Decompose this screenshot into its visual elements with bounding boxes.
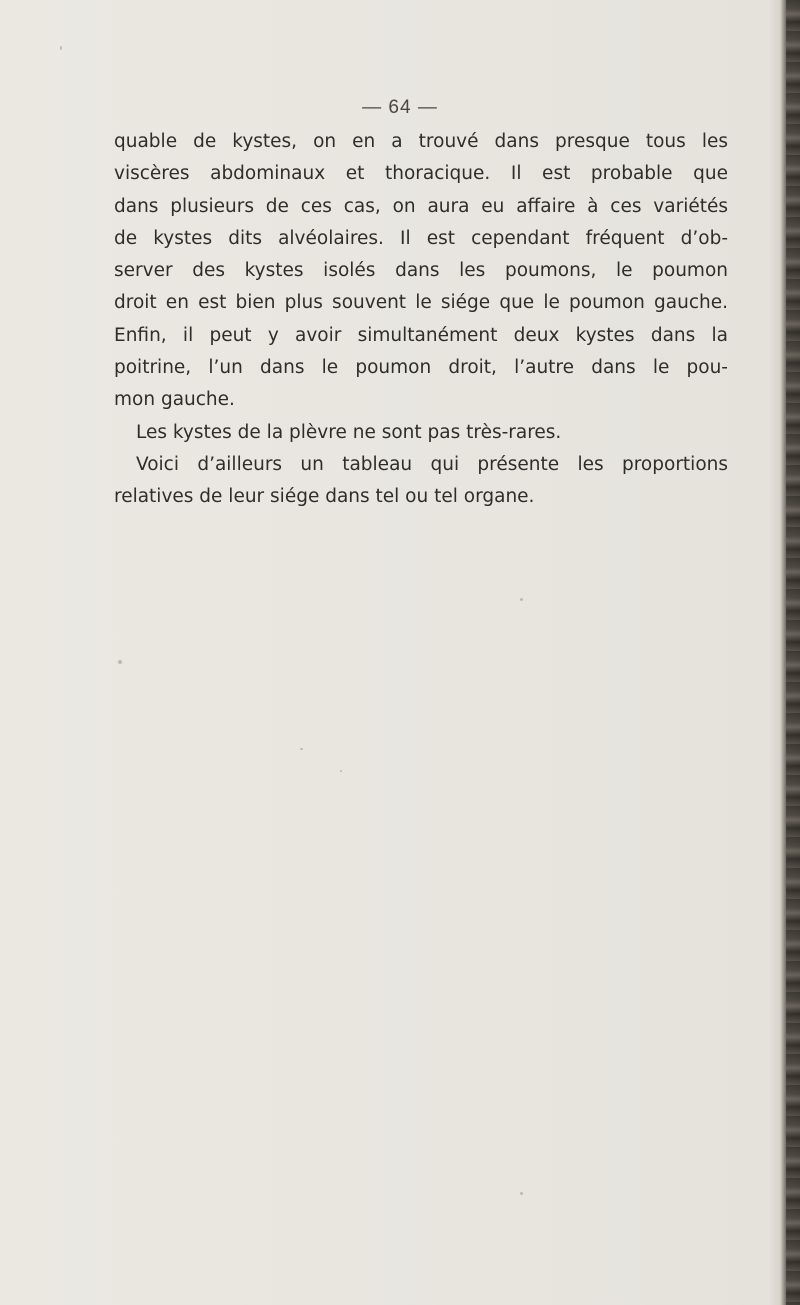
paper-speck — [300, 748, 303, 750]
text-line-5: server des kystes isolés dans les poumons, le poumon — [114, 260, 728, 282]
text-line-10: Les kystes de la plèvre ne sont pas très-rares. — [136, 421, 562, 443]
paper-speck — [118, 660, 122, 664]
paper-speck — [520, 598, 523, 601]
text-line-6: droit en est bien plus souvent le siége que le poumon gauche. — [114, 292, 728, 314]
paper-speck — [60, 46, 62, 50]
text-line-11: Voici d’ailleurs un tableau qui présente les proportions — [136, 453, 728, 475]
paper-speck — [340, 770, 342, 772]
text-line-7: Enfin, il peut y avoir simultanément deux kystes dans la — [114, 324, 728, 346]
text-line-12: relatives de leur siége dans tel ou tel organe. — [114, 486, 535, 508]
text-line-3: dans plusieurs de ces cas, on aura eu affaire à ces variétés — [114, 195, 728, 217]
text-line-1: quable de kystes, on en a trouvé dans presque tous les — [114, 131, 728, 152]
paper-speck — [520, 1192, 523, 1195]
text-line-4: de kystes dits alvéolaires. Il est cependant fréquent d’ob- — [114, 227, 728, 249]
body-text — [114, 126, 728, 514]
page-number: — 64 — — [362, 97, 438, 118]
text-line-2: viscères abdominaux et thoracique. Il est probable que — [114, 163, 728, 185]
text-line-9: mon gauche. — [114, 389, 235, 411]
binding-edge — [786, 0, 800, 1305]
text-line-8: poitrine, l’un dans le poumon droit, l’autre dans le pou- — [114, 357, 728, 379]
